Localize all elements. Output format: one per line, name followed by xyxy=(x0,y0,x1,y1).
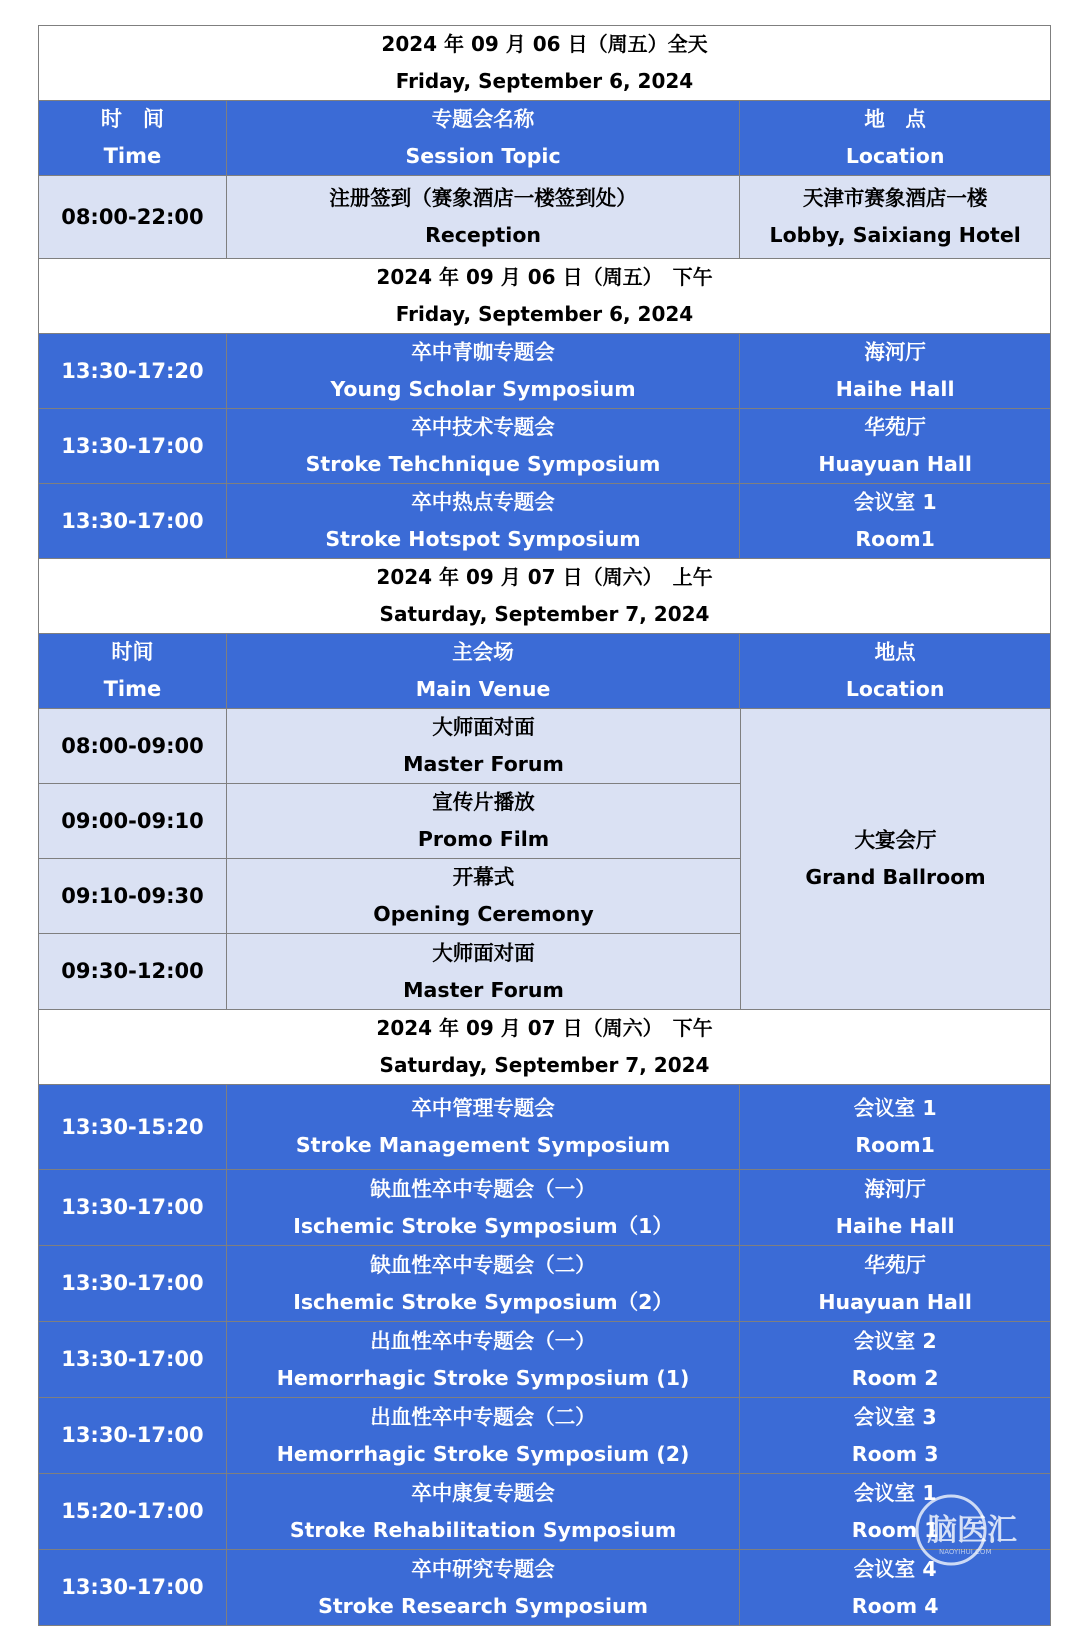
session-location-en: Lobby, Saixiang Hotel xyxy=(769,223,1021,247)
session-row xyxy=(39,1246,1051,1322)
session-topic-en: Master Forum xyxy=(403,752,564,776)
session-location xyxy=(740,1246,1051,1321)
session-location-en: Room 3 xyxy=(851,1441,939,1466)
session-topic-cn: 卒中康复专题会 xyxy=(411,1480,555,1505)
date-header-cell xyxy=(39,259,1051,333)
session-row xyxy=(39,1550,1051,1626)
session-row xyxy=(39,784,741,859)
session-time: 13:30-17:00 xyxy=(39,1246,227,1321)
session-topic xyxy=(227,1085,740,1169)
session-location-en: Huayuan Hall xyxy=(818,1289,972,1314)
column-header-location xyxy=(740,101,1051,175)
watermark-text: 脑医汇 xyxy=(927,1513,1017,1548)
session-topic-en: Stroke Tehchnique Symposium xyxy=(305,452,661,476)
session-topic-en: Stroke Management Symposium xyxy=(295,1133,671,1157)
session-location-en: Huayuan Hall xyxy=(818,452,972,476)
date-header-cell xyxy=(39,559,1051,633)
session-location-cn: 海河厅 xyxy=(864,340,926,364)
session-location-cn: 会议室 4 xyxy=(853,1556,937,1581)
session-row xyxy=(39,1170,1051,1246)
date-header-day2-am xyxy=(39,559,1051,634)
session-row xyxy=(39,1322,1051,1398)
session-time: 13:30-17:00 xyxy=(39,1322,227,1397)
session-topic xyxy=(227,934,741,1009)
date-header-day1-pm xyxy=(39,259,1051,334)
column-header-topic-cn: 主会场 xyxy=(452,640,514,664)
date-header-en: Saturday, September 7, 2024 xyxy=(379,1053,710,1077)
session-topic-en: Hemorrhagic Stroke Symposium (2) xyxy=(276,1441,690,1466)
session-location-en: Haihe Hall xyxy=(835,377,955,401)
session-time: 09:00-09:10 xyxy=(39,784,227,858)
session-location-cn: 会议室 3 xyxy=(853,1404,937,1429)
session-time: 13:30-15:20 xyxy=(39,1085,227,1169)
column-header-time-cn: 时 间 xyxy=(100,107,164,131)
session-row xyxy=(39,1398,1051,1474)
session-time: 13:30-17:00 xyxy=(39,484,227,558)
date-header-cn: 2024 年 09 月 07 日（周六） 下午 xyxy=(376,1016,713,1040)
session-row xyxy=(39,1085,1051,1170)
session-location-en: Haihe Hall xyxy=(835,1213,955,1238)
session-topic-cn: 出血性卒中专题会（二） xyxy=(370,1404,596,1429)
session-location-cn: 天津市赛象酒店一楼 xyxy=(802,186,988,210)
watermark-subtext: NAOYIHUI.COM xyxy=(939,1548,992,1556)
column-header-location-en: Location xyxy=(845,144,945,168)
session-topic-en: Young Scholar Symposium xyxy=(330,377,636,401)
session-topic xyxy=(227,784,741,858)
column-header-time xyxy=(39,101,227,175)
session-time: 13:30-17:00 xyxy=(39,409,227,483)
session-time: 13:30-17:20 xyxy=(39,334,227,408)
session-row xyxy=(39,334,1051,409)
session-topic-cn: 卒中技术专题会 xyxy=(411,415,555,439)
column-header-topic-en: Session Topic xyxy=(405,144,561,168)
session-location xyxy=(740,1085,1051,1169)
main-venue-group xyxy=(39,709,1051,1010)
session-topic-en: Master Forum xyxy=(403,977,564,1002)
session-time: 15:20-17:00 xyxy=(39,1474,227,1549)
session-topic-en: Opening Ceremony xyxy=(373,902,594,926)
session-location xyxy=(740,176,1051,258)
session-topic-cn: 大师面对面 xyxy=(432,940,535,965)
session-topic xyxy=(227,176,740,258)
date-header-cn: 2024 年 09 月 06 日（周五） 下午 xyxy=(376,265,713,289)
session-location-cn: 海河厅 xyxy=(864,1176,926,1201)
session-location-en: Room 2 xyxy=(851,1365,939,1390)
column-header-location-en: Location xyxy=(845,677,945,701)
column-header-time xyxy=(39,634,227,708)
session-topic xyxy=(227,1322,740,1397)
session-location xyxy=(740,334,1051,408)
session-topic-cn: 宣传片播放 xyxy=(432,790,535,814)
session-location-cn: 会议室 1 xyxy=(853,1480,937,1505)
column-header-row xyxy=(39,101,1051,176)
date-header-cn: 2024 年 09 月 07 日（周六） 上午 xyxy=(376,565,713,589)
session-topic xyxy=(227,1550,740,1625)
session-location-cn: 会议室 1 xyxy=(853,1096,937,1120)
session-time: 08:00-22:00 xyxy=(39,176,227,258)
session-time: 09:30-12:00 xyxy=(39,934,227,1009)
session-location xyxy=(740,484,1051,558)
session-topic-cn: 卒中热点专题会 xyxy=(411,490,555,514)
session-topic-cn: 卒中青咖专题会 xyxy=(411,340,555,364)
session-time: 13:30-17:00 xyxy=(39,1398,227,1473)
date-header-en: Saturday, September 7, 2024 xyxy=(379,602,710,626)
session-topic-cn: 注册签到（赛象酒店一楼签到处） xyxy=(329,186,637,210)
session-topic-cn: 卒中研究专题会 xyxy=(411,1556,555,1581)
session-topic xyxy=(227,1474,740,1549)
date-header-en: Friday, September 6, 2024 xyxy=(395,302,694,326)
session-topic xyxy=(227,334,740,408)
column-header-time-en: Time xyxy=(103,677,162,701)
column-header-location-cn: 地 点 xyxy=(864,107,926,131)
session-topic-en: Promo Film xyxy=(417,827,550,851)
session-location-en: Room1 xyxy=(855,1133,935,1157)
date-header-cn: 2024 年 09 月 06 日（周五）全天 xyxy=(381,32,708,56)
session-topic-en: Stroke Rehabilitation Symposium xyxy=(289,1517,677,1542)
session-time: 13:30-17:00 xyxy=(39,1170,227,1245)
date-header-day1 xyxy=(39,26,1051,101)
session-location xyxy=(740,1550,1051,1625)
session-time: 13:30-17:00 xyxy=(39,1550,227,1625)
session-location xyxy=(740,1322,1051,1397)
main-venue-location xyxy=(741,709,1051,1009)
session-location-cn: 大宴会厅 xyxy=(854,828,937,852)
main-venue-sessions xyxy=(39,709,741,1009)
session-row xyxy=(39,1474,1051,1550)
session-topic-cn: 缺血性卒中专题会（二） xyxy=(370,1252,596,1277)
session-topic-cn: 缺血性卒中专题会（一） xyxy=(370,1176,596,1201)
session-topic-en: Reception xyxy=(425,223,542,247)
session-topic xyxy=(227,1170,740,1245)
session-location-cn: 华苑厅 xyxy=(864,1252,926,1277)
column-header-topic xyxy=(227,634,740,708)
schedule-table xyxy=(38,25,1051,1626)
session-row xyxy=(39,934,741,1009)
column-header-topic xyxy=(227,101,740,175)
session-topic-cn: 出血性卒中专题会（一） xyxy=(370,1328,596,1353)
session-location-en: Room 4 xyxy=(851,1593,939,1618)
session-topic-cn: 卒中管理专题会 xyxy=(411,1096,555,1120)
session-row xyxy=(39,409,1051,484)
session-location-en: Room1 xyxy=(855,527,935,551)
session-location xyxy=(740,1474,1051,1549)
session-topic xyxy=(227,409,740,483)
reception-row xyxy=(39,176,1051,259)
session-location-cn: 华苑厅 xyxy=(864,415,926,439)
column-header-location-cn: 地点 xyxy=(874,640,916,664)
session-topic-en: Stroke Hotspot Symposium xyxy=(325,527,641,551)
session-topic-en: Stroke Research Symposium xyxy=(318,1593,649,1618)
session-topic-cn: 大师面对面 xyxy=(432,715,535,739)
column-header-row xyxy=(39,634,1051,709)
session-location-cn: 会议室 1 xyxy=(853,490,937,514)
date-header-en: Friday, September 6, 2024 xyxy=(395,69,694,93)
session-row xyxy=(39,859,741,934)
date-header-cell xyxy=(39,1010,1051,1084)
session-topic-cn: 开幕式 xyxy=(452,865,515,889)
date-header-day2-pm xyxy=(39,1010,1051,1085)
session-location xyxy=(740,1170,1051,1245)
session-time: 08:00-09:00 xyxy=(39,709,227,783)
column-header-time-en: Time xyxy=(103,144,162,168)
session-topic-en: Ischemic Stroke Symposium（2） xyxy=(293,1289,673,1314)
session-time: 09:10-09:30 xyxy=(39,859,227,933)
session-topic-en: Ischemic Stroke Symposium（1） xyxy=(293,1213,673,1238)
date-header-cell xyxy=(39,26,1051,100)
session-row xyxy=(39,709,741,784)
session-location-en: Grand Ballroom xyxy=(805,865,986,889)
session-location xyxy=(740,409,1051,483)
column-header-topic-en: Main Venue xyxy=(415,677,551,701)
session-topic xyxy=(227,1246,740,1321)
session-topic xyxy=(227,1398,740,1473)
session-topic xyxy=(227,709,741,783)
session-topic xyxy=(227,484,740,558)
session-location-en: Room 1 xyxy=(851,1517,939,1542)
column-header-topic-cn: 专题会名称 xyxy=(431,107,535,131)
session-topic-en: Hemorrhagic Stroke Symposium (1) xyxy=(276,1365,690,1390)
session-topic xyxy=(227,859,741,933)
column-header-time-cn: 时间 xyxy=(111,640,154,664)
session-location-cn: 会议室 2 xyxy=(853,1328,937,1353)
session-location xyxy=(740,1398,1051,1473)
session-row xyxy=(39,484,1051,559)
column-header-location xyxy=(740,634,1051,708)
